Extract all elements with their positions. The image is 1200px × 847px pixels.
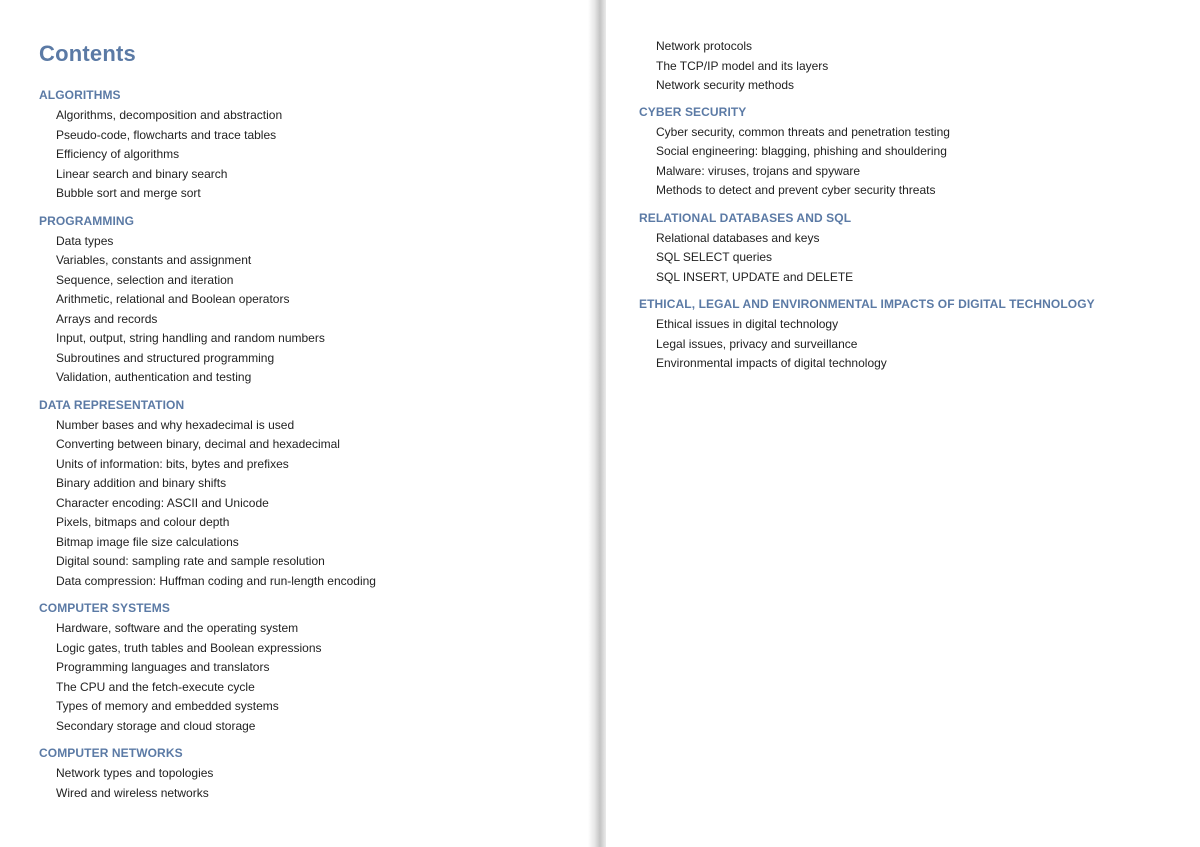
contents-section (39, 212, 579, 388)
section-item-list (39, 416, 579, 592)
section-item-list (39, 619, 579, 736)
contents-item: Social engineering: blagging, phishing and shouldering (656, 144, 947, 158)
right-page (606, 0, 1200, 847)
section-heading: RELATIONAL DATABASES AND SQL (639, 210, 852, 225)
contents-item: Malware: viruses, trojans and spyware (656, 163, 861, 178)
contents-item: Subroutines and structured programming (56, 350, 275, 365)
section-heading: ALGORITHMS (39, 88, 121, 102)
contents-section (639, 103, 1184, 201)
contents-item: Pixels, bitmaps and colour depth (56, 515, 230, 529)
contents-item: Arithmetic, relational and Boolean operators (56, 292, 290, 306)
contents-item: SQL INSERT, UPDATE and DELETE (656, 269, 854, 284)
contents-item: Data types (56, 233, 114, 248)
contents-item: Bubble sort and merge sort (56, 186, 201, 200)
contents-item: Data compression: Huffman coding and run-length encoding (56, 573, 376, 588)
contents-item: Linear search and binary search (56, 166, 228, 181)
contents-section (39, 599, 579, 736)
contents-section (639, 295, 1184, 374)
section-heading: CYBER SECURITY (639, 104, 747, 119)
continued-item-list (639, 37, 1184, 96)
section-item-list (39, 106, 579, 204)
contents-item: The TCP/IP model and its layers (656, 58, 829, 73)
contents-item: Logic gates, truth tables and Boolean expressions (56, 640, 322, 655)
contents-item: Sequence, selection and iteration (56, 272, 234, 287)
contents-item: Input, output, string handling and random numbers (56, 331, 325, 345)
section-heading: COMPUTER NETWORKS (39, 746, 183, 760)
contents-item: Network security methods (656, 78, 795, 92)
section-heading: PROGRAMMING (39, 213, 135, 228)
right-contents-column (639, 37, 1184, 382)
contents-item: Digital sound: sampling rate and sample resolution (56, 554, 325, 568)
contents-item: Converting between binary, decimal and hexadecimal (56, 437, 340, 451)
contents-item: Legal issues, privacy and surveillance (656, 336, 858, 351)
contents-item: Pseudo-code, flowcharts and trace tables (56, 127, 277, 142)
contents-item: Secondary storage and cloud storage (56, 718, 256, 733)
left-contents-column (39, 86, 579, 811)
contents-item: Cyber security, common threats and penetration testing (656, 124, 950, 139)
contents-item: Algorithms, decomposition and abstraction (56, 108, 283, 122)
contents-item: Validation, authentication and testing (56, 370, 252, 384)
contents-item: Hardware, software and the operating system (56, 621, 299, 635)
contents-item: Number bases and why hexadecimal is used (56, 417, 295, 432)
section-heading: ETHICAL, LEGAL AND ENVIRONMENTAL IMPACTS OF DIGITAL TECHNOLOGY (639, 297, 1095, 311)
contents-item: Variables, constants and assignment (56, 253, 252, 267)
section-heading: COMPUTER SYSTEMS (39, 601, 170, 615)
contents-item: Binary addition and binary shifts (56, 476, 227, 490)
contents-item: Network types and topologies (56, 766, 214, 780)
contents-item: Methods to detect and prevent cyber security threats (656, 183, 936, 197)
contents-item: Ethical issues in digital technology (656, 317, 839, 331)
contents-item: The CPU and the fetch-execute cycle (56, 679, 255, 694)
section-item-list (639, 315, 1184, 374)
contents-section (39, 86, 579, 204)
contents-item: Types of memory and embedded systems (56, 699, 279, 713)
contents-item: Arrays and records (56, 311, 158, 326)
contents-item: Relational databases and keys (656, 230, 820, 245)
left-page (0, 0, 594, 847)
section-item-list (639, 123, 1184, 201)
page-title: Contents (39, 41, 136, 66)
section-heading: DATA REPRESENTATION (39, 397, 185, 412)
contents-item: Wired and wireless networks (56, 785, 209, 800)
contents-item: Bitmap image file size calculations (56, 534, 239, 549)
contents-item: Environmental impacts of digital technology (656, 356, 887, 370)
contents-item: Network protocols (656, 39, 753, 53)
contents-section (39, 744, 579, 803)
contents-section (639, 209, 1184, 288)
contents-section (39, 396, 579, 592)
section-item-list (39, 764, 579, 803)
contents-item: Programming languages and translators (56, 660, 270, 674)
contents-item: Character encoding: ASCII and Unicode (56, 495, 269, 510)
contents-item: Efficiency of algorithms (56, 147, 180, 161)
section-item-list (39, 232, 579, 388)
contents-item: SQL SELECT queries (656, 250, 773, 264)
contents-item: Units of information: bits, bytes and prefixes (56, 456, 289, 471)
section-item-list (639, 229, 1184, 288)
